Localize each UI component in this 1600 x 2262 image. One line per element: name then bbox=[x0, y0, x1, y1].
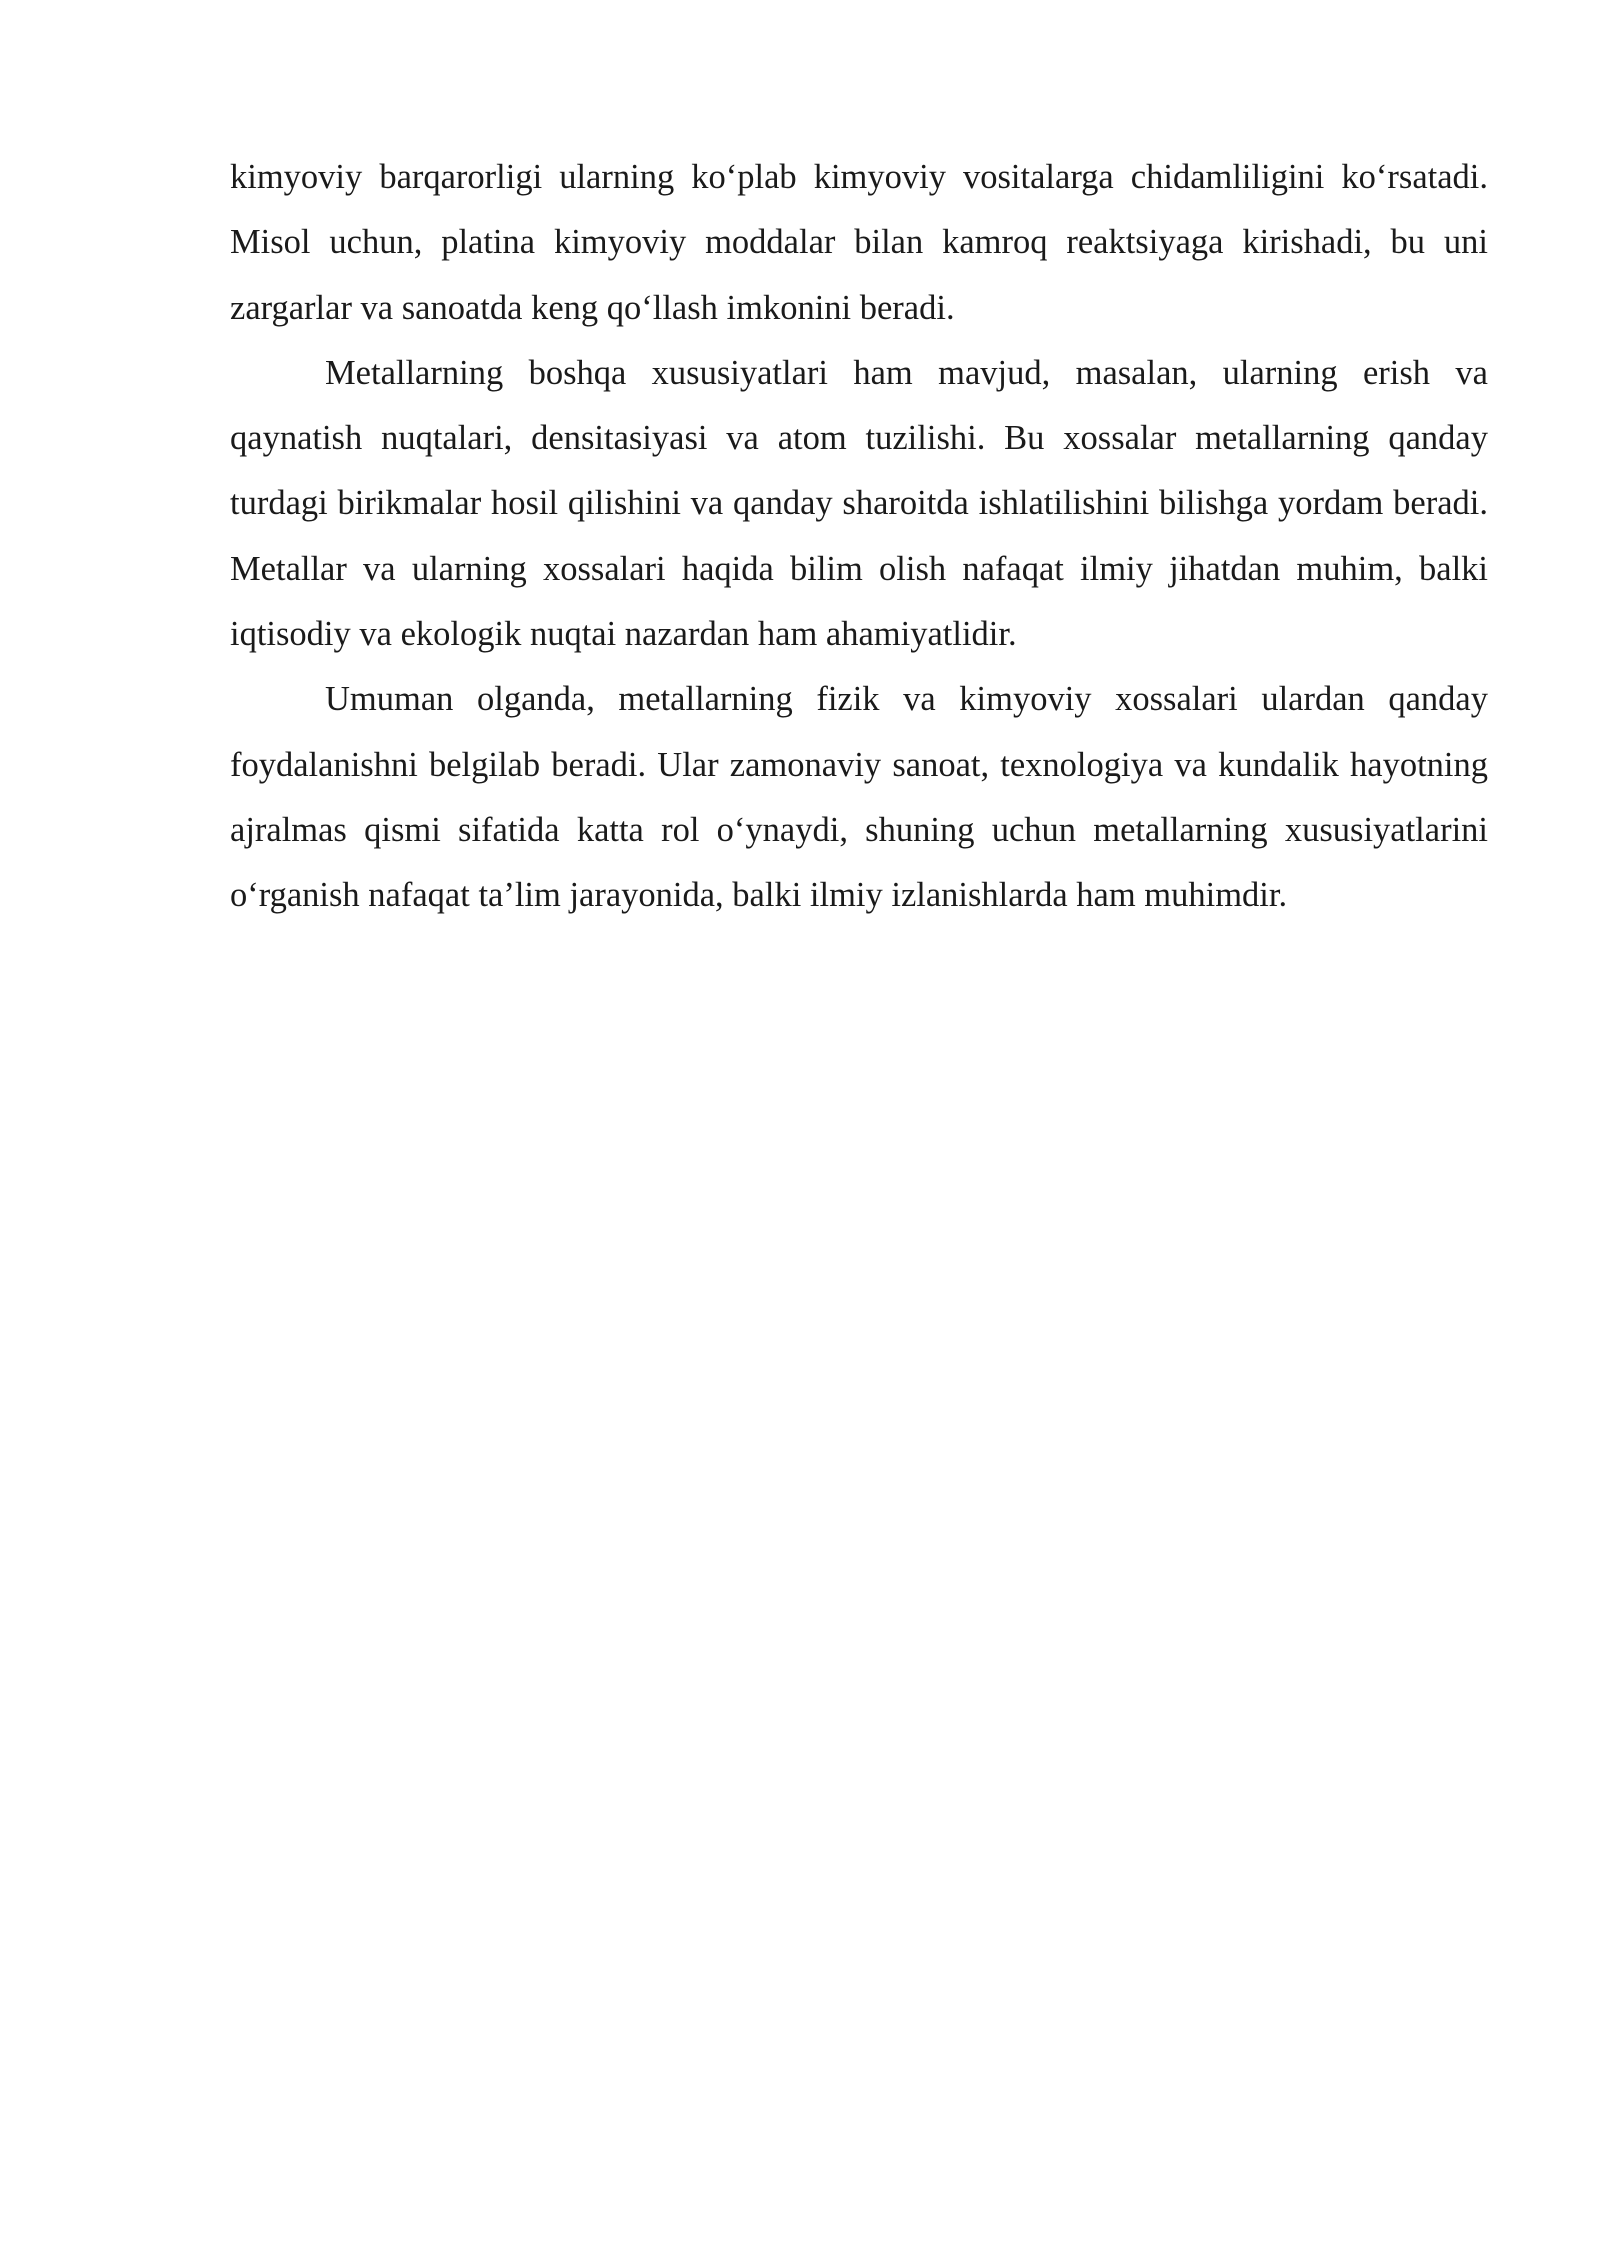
document-body bbox=[230, 145, 1488, 929]
paragraph-3: Umuman olganda, metallarning fizik va kimyoviy xossalari ulardan qanday foydalanishni belgilab beradi. Ular zamonaviy sanoat, texnologiya va kundalik hayotning ajralmas qismi sifatida katta rol o‘ynaydi, shuning uchun metallarning xususiyatlarini o‘rganish nafaqat ta’lim jarayonida, balki ilmiy izlanishlarda ham muhimdir. bbox=[230, 680, 1488, 915]
paragraph-1: kimyoviy barqarorligi ularning ko‘plab kimyoviy vositalarga chidamliligini ko‘rsatadi. Misol uchun, platina kimyoviy moddalar bilan kamroq reaktsiyaga kirishadi, bu uni zargarlar va sanoatda keng qo‘llash imkonini beradi. bbox=[230, 158, 1488, 327]
paragraph-2: Metallarning boshqa xususiyatlari ham mavjud, masalan, ularning erish va qaynatish nuqtalari, densitasiyasi va atom tuzilishi. Bu xossalar metallarning qanday turdagi birikmalar hosil qilishini va qanday sharoitda ishlatilishini bilishga yordam beradi. Metallar va ularning xossalari haqida bilim olish nafaqat ilmiy jihatdan muhim, balki iqtisodiy va ekologik nuqtai nazardan ham ahamiyatlidir. bbox=[230, 353, 1488, 654]
